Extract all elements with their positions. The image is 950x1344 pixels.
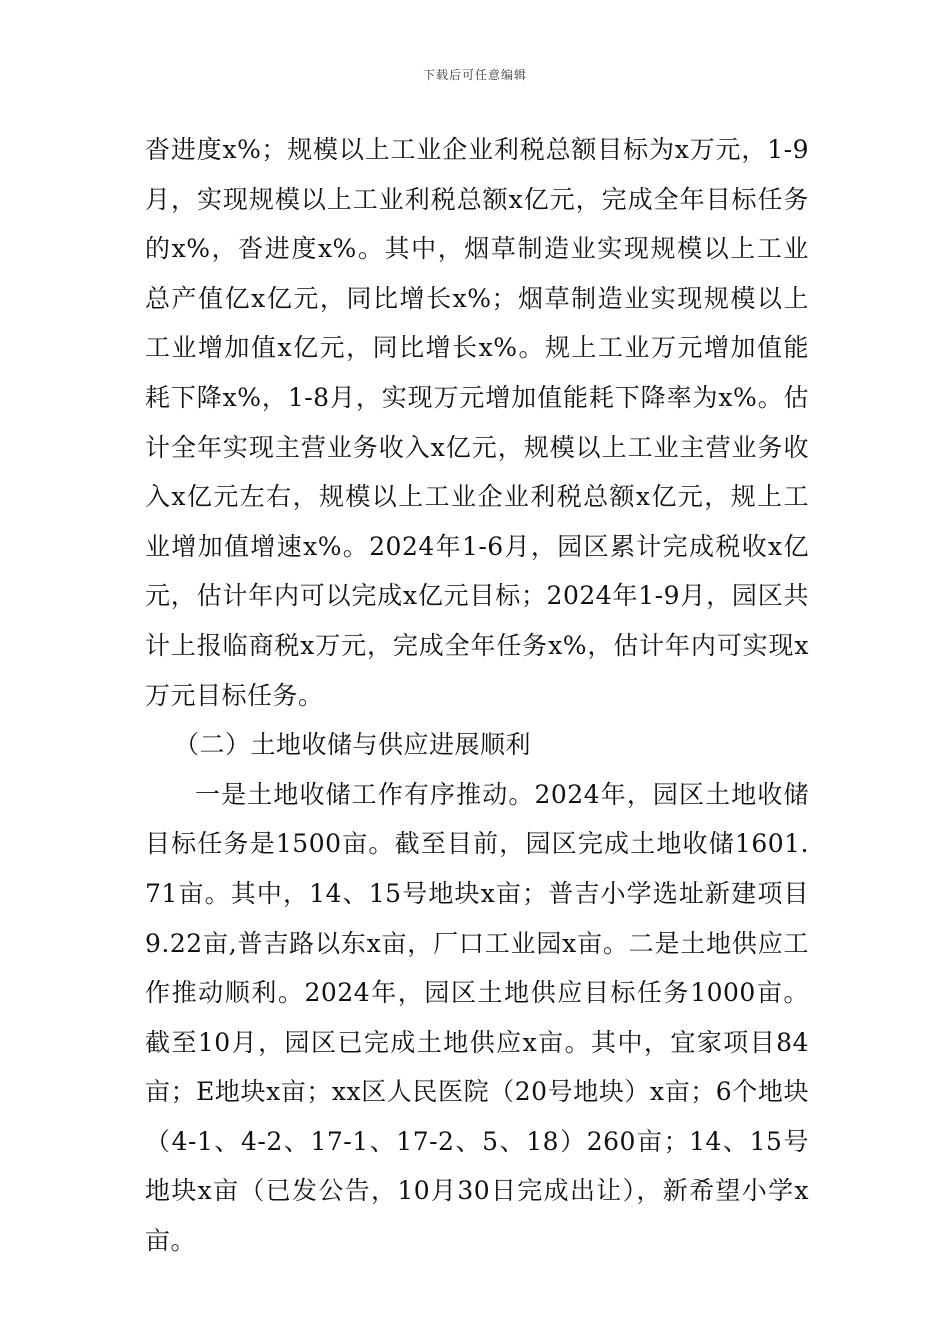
paragraph-progress: 沓进度x%；规模以上工业企业利税总额目标为x万元，1-9月，实现规模以上工业利税总额x亿元，完成全年目标任务的x%，沓进度x%。其中，烟草制造业实现规模以上工业总产值亿x亿元，同比增长x%；烟草制造业实现规模以上工业增加值x亿元，同比增长x%。规上工业万元增加值能耗下降x%，1-8月，实现万元增加值能耗下降率为x%。估计全年实现主营业务收入x亿元，规模以上工业主营业务收入x亿元左右，规模以上工业企业利税总额x亿元，规上工业增加值增速x%。2024年1-6月，园区累计完成税收x亿元，估计年内可以完成x亿元目标；2024年1-9月，园区共计上报临商税x万元，完成全年任务x%，估计年内可实现x万元目标任务。 [145, 135, 809, 710]
paragraph-land: 一是土地收储工作有序推动。2024年，园区土地收储目标任务是1500亩。截至目前，园区完成土地收储1601.71亩。其中，14、15号地块x亩；普吉小学选址新建项目9.22亩,普吉路以东x亩，厂口工业园x亩。二是土地供应工作推动顺利。2024年，园区土地供应目标任务1000亩。截至10月，园区已完成土地供应x亩。其中，宜家项目84亩；E地块x亩；xx区人民医院（20号地块）x亩；6个地块（4-1、4-2、17-1、17-2、5、18）260亩；14、15号地块x亩（已发公告，10月30日完成出让），新希望小学x亩。 [145, 779, 809, 1256]
section-heading-land: （二）土地收储与供应进展顺利 [174, 730, 532, 760]
page-header: 下载后可任意编辑 [422, 68, 527, 82]
document-body [145, 125, 809, 1266]
